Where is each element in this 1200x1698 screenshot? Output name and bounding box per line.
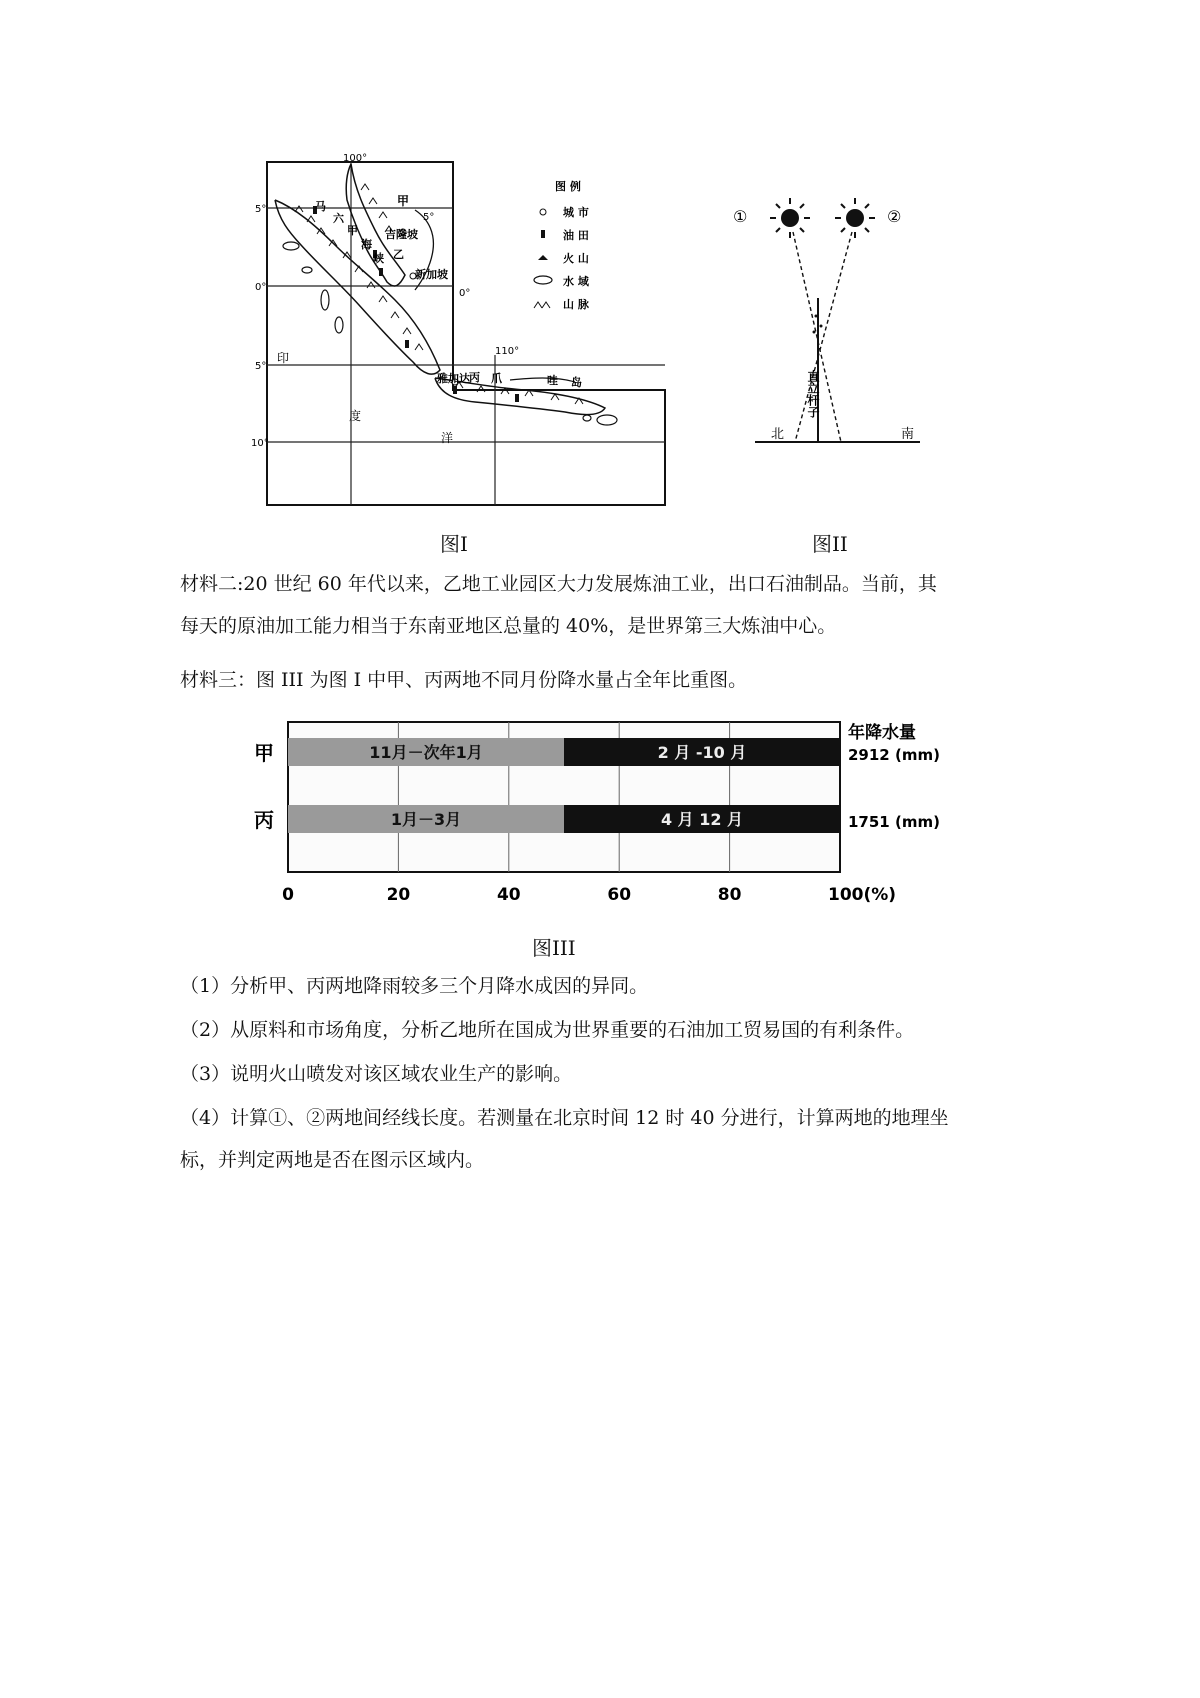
bar-segment-label: 4 月 12 月 <box>660 810 744 829</box>
bar-segment-label: 2 月 -10 月 <box>657 743 747 762</box>
question-3: （3）说明火山喷发对该区域农业生产的影响。 <box>180 1063 573 1085</box>
question-4-line2: 标，并判定两地是否在图示区域内。 <box>180 1149 485 1171</box>
lon-label-110: 110° <box>495 346 520 357</box>
place-label-singapore: 新加坡 <box>415 268 448 281</box>
annual-precip-label: 1751 (mm) <box>848 813 940 831</box>
figure1-caption: 图I <box>440 532 468 556</box>
x-tick-label: 20 <box>386 885 411 905</box>
lat-label-eq-a: 0° <box>255 282 267 293</box>
question-1: （1）分析甲、丙两地降雨较多三个月降水成因的异同。 <box>180 975 649 997</box>
lat-label-s5: 5° <box>255 361 267 372</box>
annual-precip-label: 2912 (mm) <box>848 746 940 764</box>
legend-label-volcano: 火 山 <box>563 252 589 265</box>
sun-1-icon <box>770 198 810 238</box>
material3-line1: 材料三：图 III 为图 I 中甲、丙两地不同月份降水量占全年比重图。 <box>180 669 748 691</box>
sun-2-icon <box>835 198 875 238</box>
legend-label-city: 城 市 <box>563 206 589 219</box>
water-icon <box>534 276 552 284</box>
questions <box>180 968 1040 1178</box>
south-label: 南 <box>901 427 915 442</box>
lat-label-eq-b: 0° <box>459 288 471 299</box>
figure3-chart <box>250 710 970 910</box>
x-tick-label: 80 <box>717 885 742 905</box>
place-label-jakarta: 雅加达 <box>437 372 470 385</box>
sun-1-label: ① <box>733 207 748 226</box>
map-legend <box>534 179 590 311</box>
place-label-indian-1: 印 <box>277 351 290 365</box>
north-label: 北 <box>771 427 785 442</box>
material2-line2: 每天的原油加工能力相当于东南亚地区总量的 40%，是世界第三大炼油中心。 <box>180 615 837 637</box>
question-4-line1: （4）计算①、②两地间经线长度。若测量在北京时间 12 时 40 分进行，计算两地的地理坐 <box>180 1107 949 1129</box>
place-label-java-1: 爪 <box>491 372 502 385</box>
mountain-icon <box>534 302 550 308</box>
place-label-malacca-3: 甲 <box>347 224 358 237</box>
city-icon <box>540 209 546 215</box>
x-tick-label: 40 <box>496 885 521 905</box>
figure1-map <box>251 150 675 530</box>
material3 <box>180 662 1040 698</box>
category-label: 甲 <box>254 741 274 765</box>
lat-label-n5a: 5° <box>255 204 267 215</box>
place-label-indian-2: 度 <box>349 409 362 423</box>
pole-label: 直立杆子 <box>806 370 820 418</box>
place-label-indian-3: 洋 <box>441 431 454 445</box>
place-label-malacca-2: 六 <box>333 212 344 225</box>
place-label-kuala-lumpur: 吉隆坡 <box>385 228 418 241</box>
sun-2-label: ② <box>887 207 902 226</box>
x-tick-label: 100(%) <box>828 885 897 905</box>
place-label-malacca-5: 峡 <box>373 252 384 265</box>
legend-label-water: 水 域 <box>563 275 589 288</box>
material2-line1: 材料二:20 世纪 60 年代以来，乙地工业园区大力发展炼油工业，出口石油制品。当前，其 <box>180 573 937 595</box>
place-label-jia: 甲 <box>397 194 410 208</box>
oilfield-icon <box>541 230 545 238</box>
place-label-yi: 乙 <box>393 248 404 261</box>
figure2-diagram <box>715 180 935 500</box>
legend-title: 图 例 <box>555 180 581 193</box>
place-label-java-2: 哇 <box>547 374 558 387</box>
lat-label-s10: 10° <box>251 438 269 449</box>
category-label: 丙 <box>254 808 274 832</box>
figure3-caption: 图III <box>532 936 576 960</box>
volcano-icon <box>538 255 548 260</box>
annual-precip-header: 年降水量 <box>848 723 916 743</box>
bar-segment-label: 1月－3月 <box>390 810 462 829</box>
bar-segment-label: 11月－次年1月 <box>369 743 483 762</box>
place-label-java-3: 岛 <box>571 376 582 389</box>
material2 <box>180 566 1040 644</box>
x-tick-label: 60 <box>607 885 632 905</box>
place-label-malacca-1: 马 <box>315 200 326 213</box>
question-2: （2）从原料和市场角度，分析乙地所在国成为世界重要的石油加工贸易国的有利条件。 <box>180 1019 915 1041</box>
x-tick-label: 0 <box>282 885 294 905</box>
lon-label-100: 100° <box>343 153 368 164</box>
place-label-malacca-4: 海 <box>361 238 372 251</box>
map-frame <box>267 162 665 505</box>
place-label-bing: 丙 <box>469 371 480 384</box>
lat-label-n5b: 5° <box>423 212 435 223</box>
legend-label-mountain: 山 脉 <box>563 298 589 311</box>
figure2-caption: 图II <box>812 532 848 556</box>
legend-label-oilfield: 油 田 <box>563 229 589 242</box>
